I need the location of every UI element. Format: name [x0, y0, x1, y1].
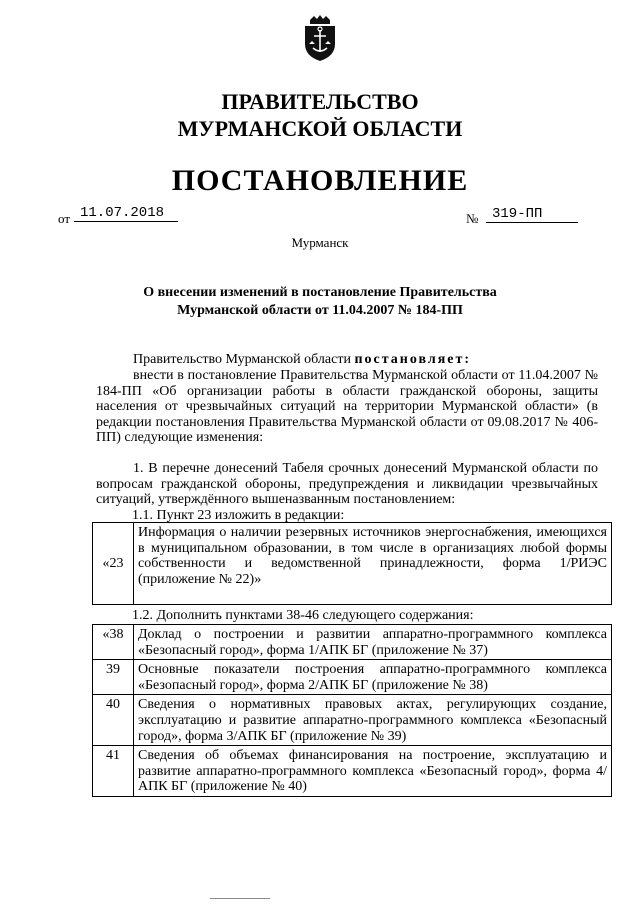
row-number: «38: [93, 625, 134, 660]
subject-line-2: Мурманской области от 11.04.2007 № 184-ПП: [177, 303, 463, 318]
authority-line-2: МУРМАНСКОЙ ОБЛАСТИ: [177, 116, 463, 141]
intro-paragraph: [96, 352, 598, 368]
number-value: 319-ПП: [486, 206, 578, 223]
page-bottom-mark: [210, 898, 270, 899]
intro-prefix: Правительство Мурманской области: [133, 352, 355, 367]
table-row: [93, 746, 612, 797]
issuing-authority: [0, 88, 640, 142]
table-row: [93, 660, 612, 695]
murmansk-coat-of-arms-icon: [302, 14, 338, 62]
table-row: [93, 523, 612, 605]
row-text: Основные показатели построения аппаратно-программного комплекса «Безопасный город», форма 2/АПК БГ (приложение № 38): [134, 660, 612, 695]
row-text: Сведения об объемах финансирования на построение, эксплуатацию и развитие аппаратно-программного комплекса «Безопасный город», форма 4/АПК БГ (приложение № 40): [134, 746, 612, 797]
document-subject: [0, 284, 640, 320]
date-label: от: [58, 211, 71, 226]
row-number: «23: [93, 523, 134, 605]
number-label: №: [466, 211, 479, 226]
paragraph-1-1: 1.1. Пункт 23 изложить в редакции:: [132, 508, 345, 523]
row-text: Сведения о нормативных правовых актах, регулирующих создание, эксплуатацию и развитие аппаратно-программного комплекса «Безопасный город», форма 3/АПК БГ (приложение № 39): [134, 695, 612, 746]
row-text: Доклад о построении и развитии аппаратно-программного комплекса «Безопасный город», форма 1/АПК БГ (приложение № 37): [134, 625, 612, 660]
subject-line-1: О внесении изменений в постановление Правительства: [143, 285, 497, 300]
row-number: 41: [93, 746, 134, 797]
paragraph-1-2: 1.2. Дополнить пунктами 38-46 следующего содержания:: [132, 608, 474, 623]
table-row: [93, 625, 612, 660]
table-row: [93, 695, 612, 746]
city: Мурманск: [291, 235, 349, 250]
paragraph-changes: внести в постановление Правительства Мурманской области от 11.04.2007 № 184-ПП «Об организации работы в области гражданской обороны, защиты населения от чрезвычайных ситуаций на территории Мурманской области» (в редакции постановления Правительства Мурманской области от 09.08.2017 № 406-ПП) следующие изменения:: [96, 368, 598, 446]
table-items-38-41: [92, 624, 612, 797]
row-number: 39: [93, 660, 134, 695]
table-item-23: [92, 522, 612, 605]
document-type: ПОСТАНОВЛЕНИЕ: [171, 164, 469, 197]
row-text: Информация о наличии резервных источников энергоснабжения, имеющихся в муниципальном образовании, в том числе в организациях любой формы собственности и ведомственной принадлежности, форма 1/РИЭС (приложение № 22)»: [134, 523, 612, 605]
intro-verb: постановляет:: [354, 352, 472, 367]
paragraph-1: 1. В перечне донесений Табеля срочных донесений Мурманской области по вопросам гражданской обороны, предупреждения и ликвидации чрезвычайных ситуаций, утверждённого вышеназванным постановлением:: [96, 461, 598, 508]
authority-line-1: ПРАВИТЕЛЬСТВО: [221, 89, 419, 114]
row-number: 40: [93, 695, 134, 746]
date-value: 11.07.2018: [74, 205, 178, 222]
